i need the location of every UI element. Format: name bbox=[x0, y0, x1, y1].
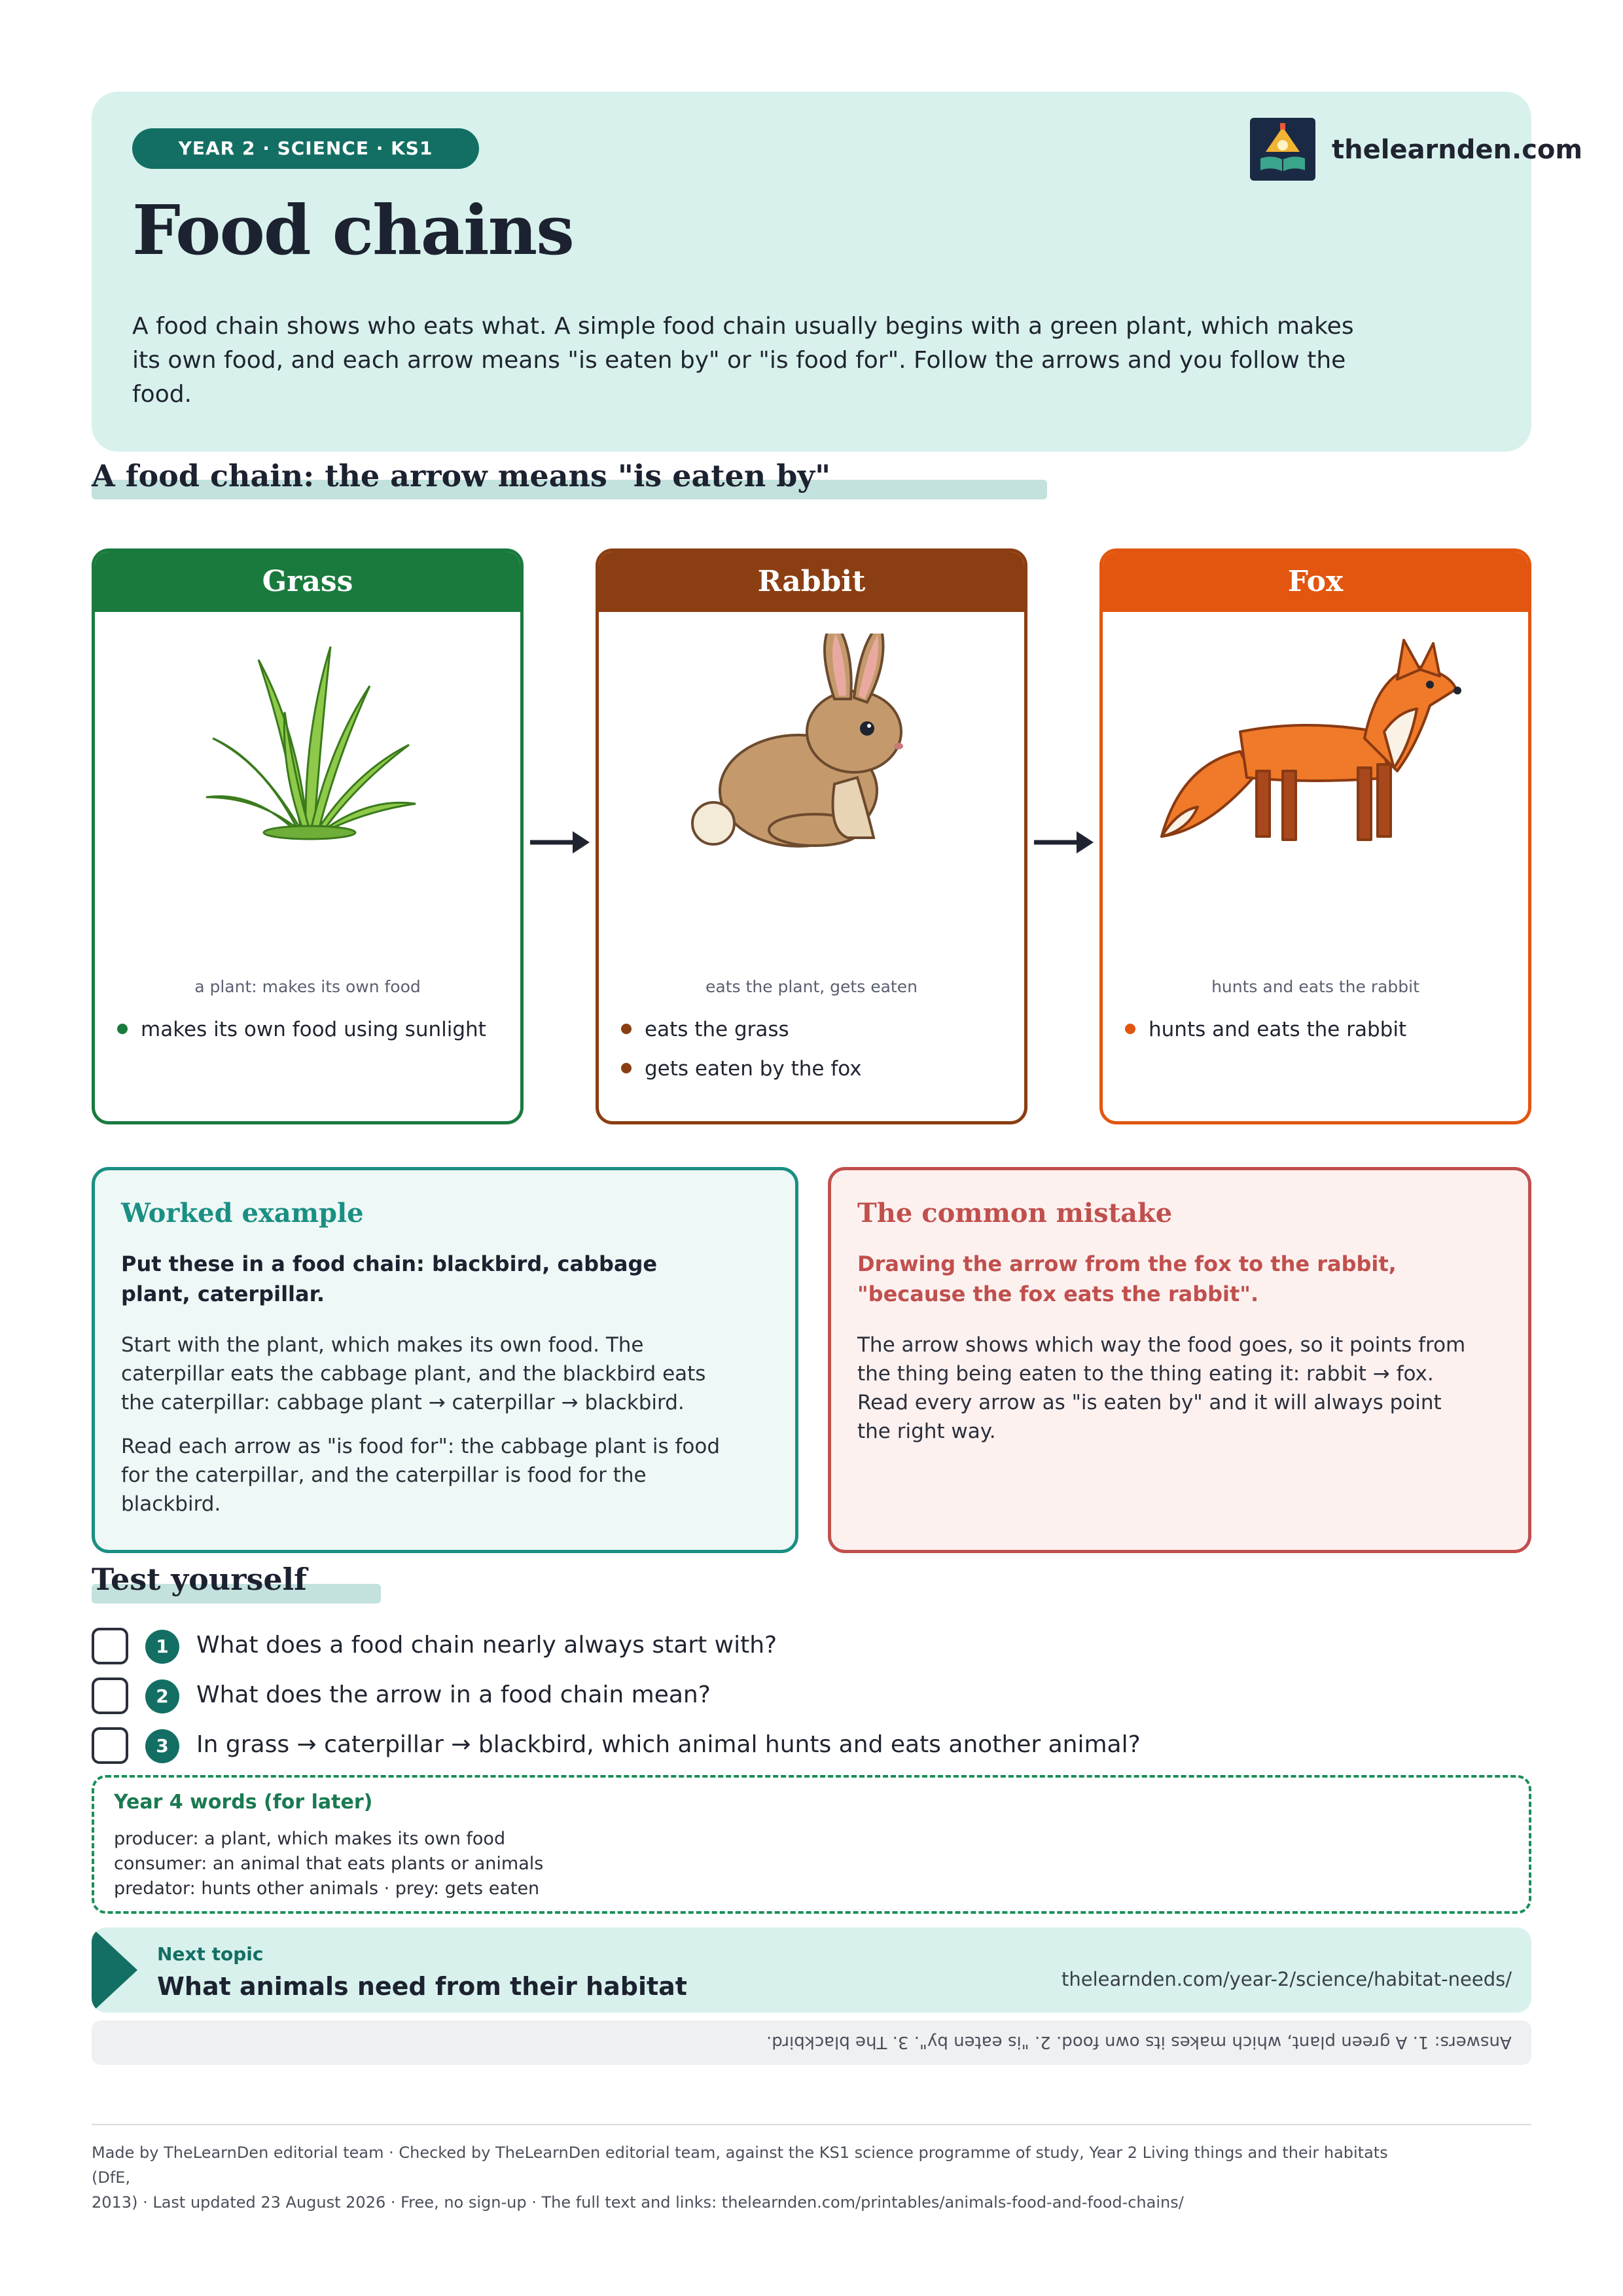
arrow-right-icon bbox=[1031, 826, 1096, 859]
header-panel bbox=[92, 92, 1583, 452]
fox-illustration bbox=[1142, 634, 1495, 856]
card-points bbox=[1125, 1010, 1406, 1049]
next-topic-label: Next topic bbox=[157, 1943, 264, 1965]
question-number: 1 bbox=[145, 1630, 179, 1664]
list-item: eats the grass bbox=[621, 1010, 862, 1049]
vocab-line: producer: a plant, which makes its own food bbox=[114, 1829, 506, 1849]
question-text: In grass → caterpillar → blackbird, which animal hunts and eats another animal? bbox=[196, 1731, 1141, 1758]
card-caption: hunts and eats the rabbit bbox=[1211, 977, 1419, 996]
bullet-dot bbox=[117, 1024, 128, 1034]
question-text: What does a food chain nearly always start with? bbox=[196, 1632, 777, 1659]
bullet-dot bbox=[621, 1063, 632, 1073]
card-points bbox=[117, 1010, 486, 1049]
card-points bbox=[621, 1010, 862, 1088]
next-topic-title: What animals need from their habitat bbox=[157, 1972, 687, 2001]
worked-example-question: Put these in a food chain: blackbird, cabbage plant, caterpillar. bbox=[121, 1251, 658, 1306]
level-pill: YEAR 2 · SCIENCE · KS1 bbox=[132, 128, 479, 169]
list-item: makes its own food using sunlight bbox=[117, 1010, 486, 1049]
card-title: Grass bbox=[95, 552, 520, 612]
vocab-line: predator: hunts other animals · prey: gets eaten bbox=[114, 1878, 540, 1899]
brand-name: thelearnden.com bbox=[1332, 135, 1583, 165]
worked-example-paragraph: Read each arrow as "is food for": the cabbage plant is food for the caterpillar, and the caterpillar is food for the blackbird. bbox=[121, 1435, 721, 1516]
brand-logo-icon bbox=[1250, 118, 1315, 181]
question-text: What does the arrow in a food chain mean? bbox=[196, 1681, 711, 1708]
page-title: Food chains bbox=[132, 190, 573, 270]
common-mistake-paragraph: The arrow shows which way the food goes, so it points from the thing being eaten to the thing eating it: rabbit → fox. Read every arrow as "is eaten by" and it will always point the right way. bbox=[857, 1333, 1466, 1443]
list-item: gets eaten by the fox bbox=[621, 1049, 862, 1088]
answer-checkbox[interactable] bbox=[92, 1727, 128, 1764]
next-arrow-icon bbox=[92, 1928, 137, 2013]
common-mistake-lead: Drawing the arrow from the fox to the rabbit, "because the fox eats the rabbit". bbox=[857, 1251, 1397, 1306]
card-caption: a plant: makes its own food bbox=[194, 977, 421, 996]
footer-line: Made by TheLearnDen editorial team · Checked by TheLearnDen editorial team, against the KS1 science programme of study, Year 2 Living things and their habitats (DfE, bbox=[92, 2144, 1388, 2187]
brand[interactable] bbox=[1250, 118, 1583, 183]
question-number: 3 bbox=[145, 1729, 179, 1763]
next-topic-link[interactable]: thelearnden.com/year-2/science/habitat-needs/ bbox=[1061, 1968, 1512, 1990]
question-row bbox=[92, 1727, 1531, 1769]
answers-strip bbox=[92, 2020, 1531, 2065]
vocab-line: consumer: an animal that eats plants or animals bbox=[114, 1854, 544, 1874]
footer-credits bbox=[92, 2140, 1400, 2215]
card-fox bbox=[1099, 548, 1531, 1124]
footer-line: 2013) · Last updated 23 August 2026 · Free, no sign-up · The full text and links: thelearnden.com/printables/animals-food-and-food-chains/ bbox=[92, 2193, 1184, 2212]
chain-section-heading: A food chain: the arrow means "is eaten by" bbox=[92, 458, 831, 493]
bullet-dot bbox=[1125, 1024, 1135, 1034]
answers-text: Answers: 1. A green plant, which makes its own food. 2. "is eaten by". 3. The blackbird. bbox=[766, 2032, 1512, 2052]
common-mistake-box bbox=[828, 1167, 1531, 1553]
card-rabbit bbox=[596, 548, 1027, 1124]
question-number: 2 bbox=[145, 1679, 179, 1713]
common-mistake-title: The common mistake bbox=[857, 1198, 1173, 1229]
question-row bbox=[92, 1628, 1531, 1670]
worked-example-box bbox=[92, 1167, 798, 1553]
footer-divider bbox=[92, 2124, 1531, 2125]
card-title: Rabbit bbox=[599, 552, 1024, 612]
year-4-words-box bbox=[92, 1775, 1531, 1914]
card-caption: eats the plant, gets eaten bbox=[705, 977, 918, 996]
arrow-right-icon bbox=[527, 826, 592, 859]
bullet-dot bbox=[621, 1024, 632, 1034]
intro-text: A food chain shows who eats what. A simple food chain usually begins with a green plant, which makes its own food, and each arrow means "is eaten by" or "is food for". Follow the arrows and you follow the food. bbox=[132, 313, 1354, 408]
test-yourself-heading: Test yourself bbox=[92, 1562, 307, 1597]
worked-example-title: Worked example bbox=[121, 1198, 364, 1229]
question-row bbox=[92, 1677, 1531, 1719]
answer-checkbox[interactable] bbox=[92, 1628, 128, 1664]
next-topic-banner[interactable] bbox=[92, 1928, 1531, 2013]
answer-checkbox[interactable] bbox=[92, 1677, 128, 1714]
grass-illustration bbox=[134, 634, 488, 856]
year-4-words-title: Year 4 words (for later) bbox=[114, 1791, 373, 1814]
card-title: Fox bbox=[1103, 552, 1528, 612]
list-item: hunts and eats the rabbit bbox=[1125, 1010, 1406, 1049]
card-grass bbox=[92, 548, 524, 1124]
worked-example-paragraph: Start with the plant, which makes its own food. The caterpillar eats the cabbage plant, and the blackbird eats the caterpillar: cabbage plant → caterpillar → blackbird. bbox=[121, 1333, 706, 1414]
rabbit-illustration bbox=[638, 634, 991, 856]
